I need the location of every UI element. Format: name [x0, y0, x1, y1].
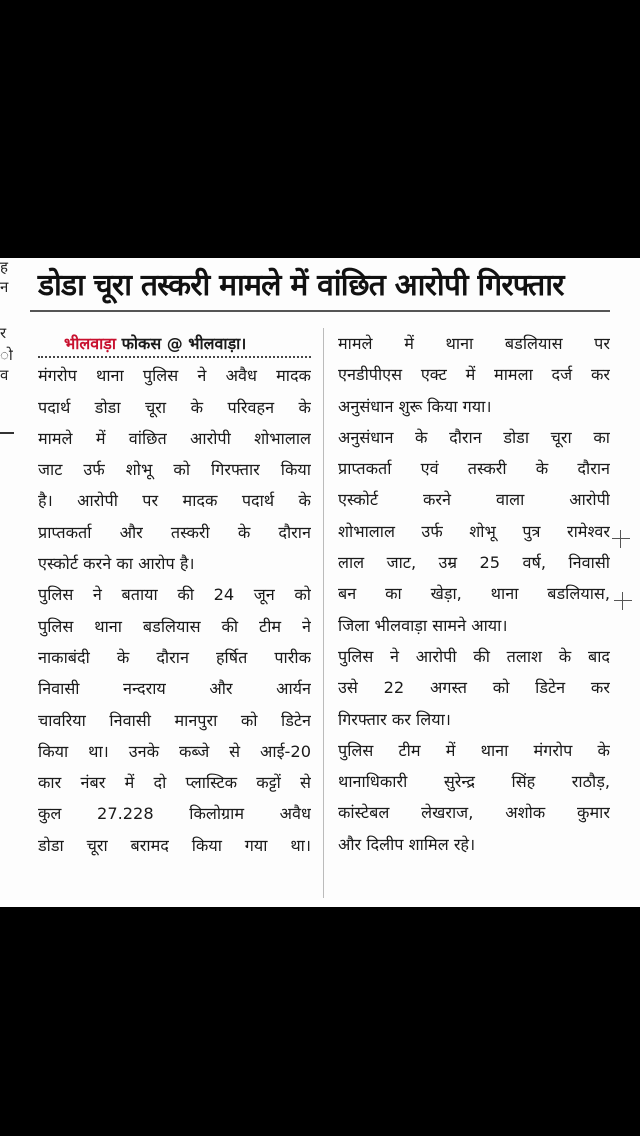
text-line: जाट उर्फ शोभू को गिरफ्तार किया	[38, 460, 311, 480]
headline-rule	[30, 310, 610, 312]
adjacent-column-fragment	[0, 258, 22, 907]
text-line: लाल जाट, उम्र 25 वर्ष, निवासी	[338, 553, 610, 573]
text-line: पुलिस ने बताया की 24 जून को	[38, 585, 311, 605]
dateline-place: भीलवाड़ा	[64, 334, 116, 353]
text-line: मामले में वांछित आरोपी शोभालाल	[38, 428, 311, 448]
margin-char: न	[0, 278, 9, 296]
text-line: प्राप्तकर्ता एवं तस्करी के दौरान	[338, 459, 610, 479]
margin-char: ो	[0, 346, 13, 364]
column-divider	[323, 328, 324, 898]
text-line: गिरफ्तार कर लिया।	[338, 709, 451, 729]
registration-mark	[614, 592, 632, 610]
text-line: चावरिया निवासी मानपुरा को डिटेन	[38, 710, 311, 730]
text-line: बन का खेड़ा, थाना बडलियास,	[338, 584, 610, 604]
text-line: नाकाबंदी के दौरान हर्षित पारीक	[38, 647, 311, 667]
text-line: पदार्थ डोडा चूरा के परिवहन के	[38, 397, 311, 417]
article-column-left	[38, 328, 311, 861]
text-line: और दिलीप शामिल रहे।	[338, 834, 476, 854]
article-headline: डोडा चूरा तस्करी मामले में वांछित आरोपी गिरफ्तार	[38, 268, 564, 303]
article-column-right	[338, 328, 610, 860]
margin-char: ह	[0, 258, 8, 276]
text-line: निवासी नन्दराय और आर्यन	[38, 679, 311, 699]
text-line: पुलिस ने आरोपी की तलाश के बाद	[338, 646, 610, 666]
text-line: मंगरोप थाना पुलिस ने अवैध मादक	[38, 366, 311, 386]
text-line: कुल 27.228 किलोग्राम अवैध	[38, 804, 311, 824]
margin-rule	[0, 432, 14, 434]
text-line: एस्कोर्ट करने का आरोप है।	[38, 554, 195, 574]
text-line: है। आरोपी पर मादक पदार्थ के	[38, 491, 311, 511]
text-line: डोडा चूरा बरामद किया गया था।	[38, 835, 311, 855]
text-line: पुलिस टीम में थाना मंगरोप के	[338, 740, 610, 760]
text-line: एनडीपीएस एक्ट में मामला दर्ज कर	[338, 365, 610, 385]
margin-char: व	[0, 366, 9, 384]
registration-mark	[612, 530, 630, 548]
newspaper-clipping	[0, 258, 640, 907]
dateline-source: फोकस @ भीलवाड़ा।	[121, 334, 247, 353]
dateline	[38, 328, 311, 359]
margin-char: र	[0, 324, 7, 342]
text-line: मामले में थाना बडलियास पर	[338, 334, 610, 353]
text-line: शोभालाल उर्फ शोभू पुत्र रामेश्वर	[338, 521, 610, 541]
text-line: अनुसंधान शुरू किया गया।	[338, 396, 492, 416]
text-line: कांस्टेबल लेखराज, अशोक कुमार	[338, 803, 610, 823]
text-line: अनुसंधान के दौरान डोडा चूरा का	[338, 427, 610, 447]
text-line: पुलिस थाना बडलियास की टीम ने	[38, 616, 311, 636]
text-line: थानाधिकारी सुरेन्द्र सिंह राठौड़,	[338, 772, 610, 792]
text-line: जिला भीलवाड़ा सामने आया।	[338, 615, 508, 635]
text-line: एस्कोर्ट करने वाला आरोपी	[338, 490, 610, 510]
text-line: कार नंबर में दो प्लास्टिक कट्टों से	[38, 773, 311, 793]
text-line: उसे 22 अगस्त को डिटेन कर	[338, 678, 610, 698]
text-line: किया था। उनके कब्जे से आई-20	[38, 741, 311, 761]
text-line: प्राप्तकर्ता और तस्करी के दौरान	[38, 522, 311, 542]
